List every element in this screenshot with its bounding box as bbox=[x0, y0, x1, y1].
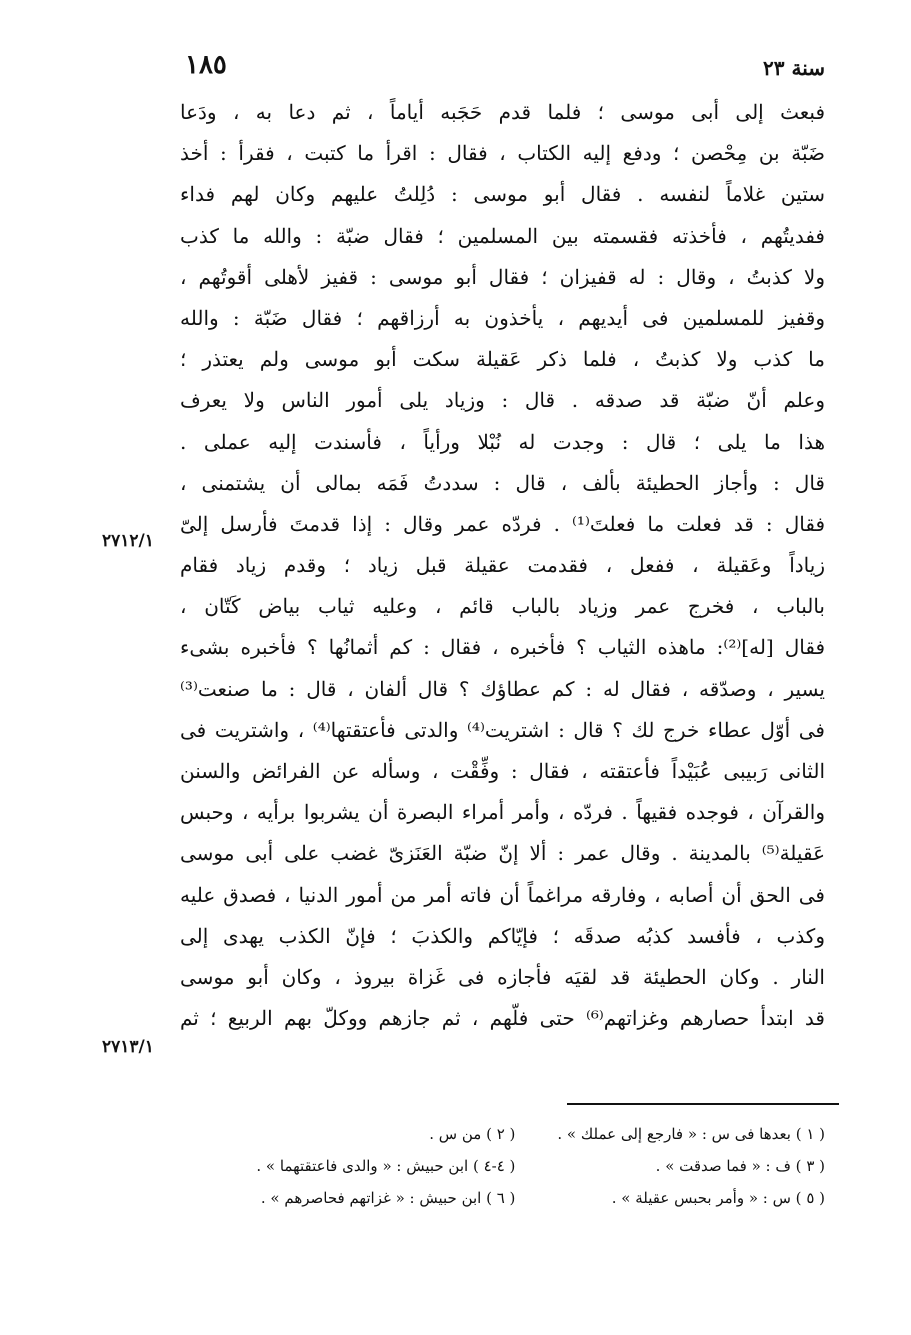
footnote-divider bbox=[567, 1103, 839, 1105]
text-line: فى الحق أن أصابه ، وفارقه مراغماً أن فاته أمر من أمور الدنيا ، فصدق عليه bbox=[180, 882, 825, 907]
text-line: ولا كذبتُ ، وقال : له قفيزان ؛ فقال أبو موسى : قفيز لأهلى أقوتُهم ، bbox=[180, 264, 825, 289]
text-line: فقال [له]⁽²⁾: ماهذه الثياب ؟ فأخبره ، فقال : كم أثمانُها ؟ فأخبره بشىء bbox=[180, 635, 825, 660]
text-line: ضَبّة بن مِحْصن ؛ ودفع إليه الكتاب ، فقال : اقرأ ما كتبت ، فقرأ : أخذ bbox=[180, 141, 825, 166]
footnote-row bbox=[180, 1182, 825, 1214]
text-line: فبعث إلى أبى موسى ؛ فلما قدم حَجَبه أياماً ، ثم دعا به ، ودَعا bbox=[180, 100, 825, 124]
page-header bbox=[185, 50, 825, 90]
text-line: الثانى رَبيبى عُبَيْداً فأعتقته ، فقال : وفِّقْت ، وسأله عن الفرائض والسنن bbox=[180, 759, 825, 783]
text-line: ففديتُهم ، فأخذته فقسمته بين المسلمين ؛ فقال ضبّة : والله ما كذب bbox=[180, 223, 825, 248]
page-number: ١٨٥ bbox=[185, 50, 227, 80]
text-line: وعلم أنّ ضبّة قد صدقه . قال : وزياد يلى أمور الناس ولا يعرف bbox=[180, 388, 825, 413]
footnotes bbox=[180, 1118, 825, 1214]
footnote: ( ١ ) بعدها فى س : « فارجع إلى عملك » . bbox=[557, 1125, 825, 1143]
running-head: سنة ٢٣ bbox=[763, 56, 825, 80]
marginal-reference: ٢٧١٢/١ bbox=[102, 531, 154, 551]
text-line: قال : وأجاز الحطيئة بألف ، قال : سددتُ فَمَه بمالى أن يشتمنى ، bbox=[180, 470, 825, 495]
footnote: ( ٢ ) من س . bbox=[429, 1125, 516, 1143]
text-line: قد ابتدأ حصارهم وغزاتهم⁽⁶⁾ حتى فلّهم ، ثم جازهم ووكلّ بهم الربيع ؛ ثم bbox=[180, 1006, 825, 1031]
text-line: زياداً وعَقيلة ، ففعل ، فقدمت عقيلة قبل زياد ؛ وقدم زياد فقام bbox=[180, 553, 825, 578]
text-line: فقال : قد فعلت ما فعلتَ⁽¹⁾ . فردّه عمر وقال : إذا قدمتَ فأرسل إلىّ bbox=[180, 511, 825, 536]
body-text bbox=[180, 92, 825, 1039]
footnote-row bbox=[180, 1118, 825, 1150]
text-line: ستين غلاماً لنفسه . فقال أبو موسى : دُلِلتُ عليهم وكان لهم فداء bbox=[180, 182, 825, 207]
text-line: بالباب ، فخرج عمر وزياد بالباب قائم ، وعليه ثياب بياض كَتّان ، bbox=[180, 594, 825, 619]
text-line: يسير ، وصدّقه ، فقال له : كم عطاؤك ؟ قال ألفان ، قال : ما صنعت⁽³⁾ bbox=[180, 676, 825, 701]
footnote: ( ٣ ) ف : « فما صدقت » . bbox=[655, 1157, 825, 1175]
marginal-reference: ٢٧١٣/١ bbox=[102, 1037, 154, 1057]
footnote: ( ٥ ) س : « وأمر بحبس عقيلة » . bbox=[611, 1189, 825, 1207]
text-line: وقفيز للمسلمين فى أيديهم ، يأخذون به أرزاقهم ؛ فقال ضَبّة : والله bbox=[180, 305, 825, 330]
text-line: وكذب ، فأفسد كذبُه صدقَه ؛ فإيّاكم والكذبَ ؛ فإنّ الكذب يهدى إلى bbox=[180, 923, 825, 948]
text-line: هذا ما يلى ؛ قال : وجدت له نُبْلا ورأياً ، فأسندت إليه عملى . bbox=[180, 429, 825, 454]
footnote: ( ٤-٤ ) ابن حبيش : « والدى فاعتقتهما » . bbox=[256, 1157, 516, 1175]
text-line: ما كذب ولا كذبتُ ، فلما ذكر عَقيلة سكت أبو موسى ولم يعتذر ؛ bbox=[180, 347, 825, 372]
text-line: عَقيلة⁽⁵⁾ بالمدينة . وقال عمر : ألا إنّ ضبّة العَنَزىّ غضب على أبى موسى bbox=[180, 841, 825, 866]
text-line: فى أوّل عطاء خرج لك ؟ قال : اشتريت⁽⁴⁾ والدتى فأعتقتها⁽⁴⁾ ، واشتريت فى bbox=[180, 717, 825, 742]
footnote-row bbox=[180, 1150, 825, 1182]
text-line: النار . وكان الحطيئة قد لقيَه فأجازه فى غَزاة بيروذ ، وكان أبو موسى bbox=[180, 964, 825, 989]
footnote: ( ٦ ) ابن حبيش : « غزاتهم فحاصرهم » . bbox=[260, 1189, 516, 1207]
text-line: والقرآن ، فوجده فقيهاً . فردّه ، وأمر أمراء البصرة أن يشربوا برأيه ، وحبس bbox=[180, 800, 825, 825]
